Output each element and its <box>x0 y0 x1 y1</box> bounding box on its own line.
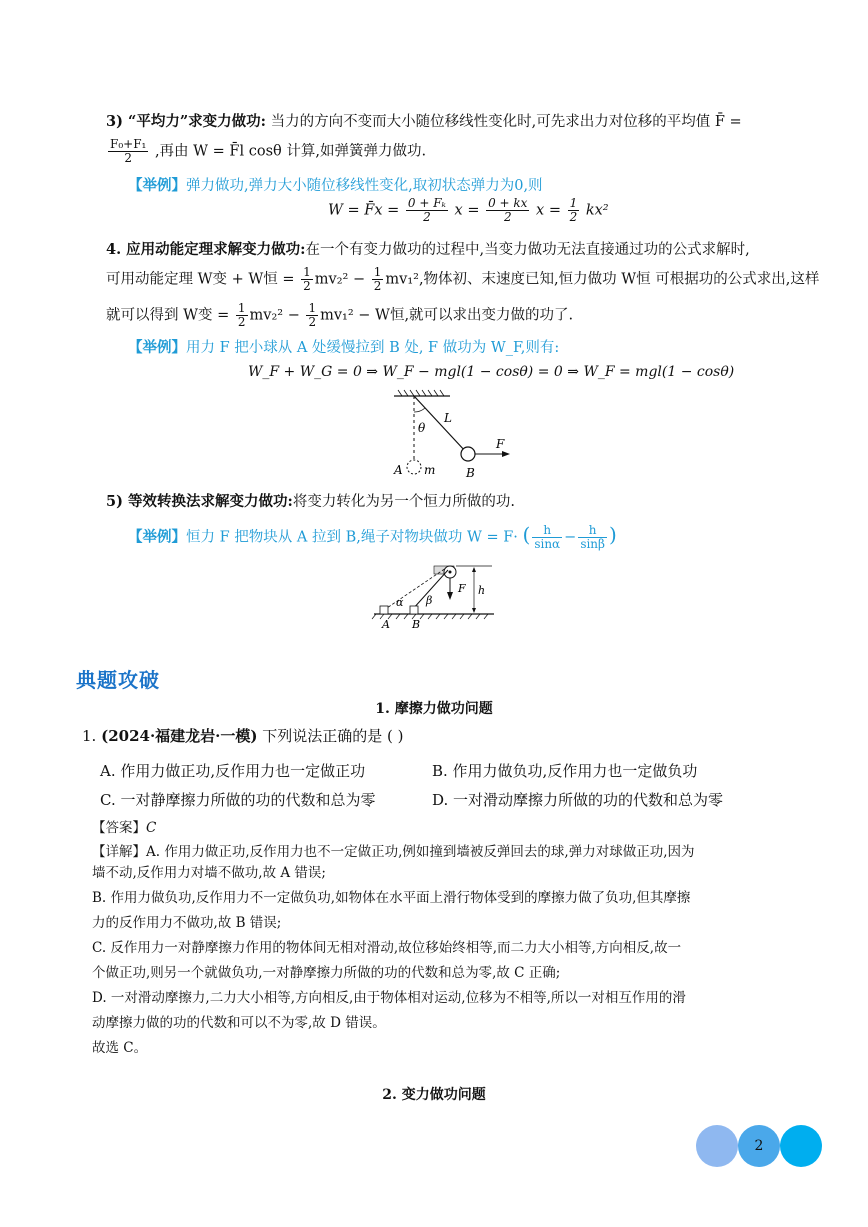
example-tag: 【举例】 <box>128 177 186 194</box>
answer-value: C <box>146 820 157 836</box>
pendulum-equation: W_F + W_G = 0 ⇒ W_F − mgl(1 − cosθ) = 0 ⇒ W_F = mgl(1 − cosθ) <box>248 364 735 380</box>
method5-line: 5) 等效转换法求解变力做功:将变力转化为另一个恒力所做的功. <box>106 493 515 510</box>
question-number: 1. <box>82 727 97 745</box>
point-b-label: B <box>412 618 421 631</box>
point-a-label: A <box>382 618 390 631</box>
theta-label: θ <box>418 421 426 435</box>
method3-line2 <box>106 138 786 165</box>
page-number-badge <box>738 1125 780 1167</box>
length-label: L <box>444 411 452 425</box>
beta-label: β <box>426 594 433 607</box>
point-b-label: B <box>466 466 475 480</box>
pulley-diagram <box>370 558 500 632</box>
spring-work-equation: W = F̄x = $\frac{\text{0 + Fₖ}}{2}$ x = $\frac{0 + kx}{2}$ x = $\frac{1}{2}$ kx² <box>328 196 609 224</box>
detail-line: 【详解】A. 作用力做正功,反作用力也不一定做正功,例如撞到墙被反弹回去的球,弹力对球做正功,因为 <box>92 844 695 860</box>
average-force-fraction: $\frac{\text{F₀+F₁}}{2}$ <box>110 137 147 165</box>
option-d[interactable]: D. 一对滑动摩擦力所做的功的代数和总为零 <box>432 791 724 809</box>
method3-line1 <box>106 112 786 132</box>
method3-example <box>128 176 808 196</box>
detail-line: 墙不动,反作用力对墙不做功,故 A 错误; <box>92 865 326 881</box>
page-circle-left <box>696 1125 738 1167</box>
alpha-label: α <box>396 596 404 609</box>
example-text: 弹力做功,弹力大小随位移线性变化,取初状态弹力为0,则 <box>186 178 543 194</box>
height-label: h <box>478 584 486 597</box>
question-source: (2024·福建龙岩·一模) <box>101 727 258 745</box>
page-number: 2 <box>754 1138 764 1154</box>
page-circle-right <box>780 1125 822 1167</box>
force-f-label: F <box>458 582 466 595</box>
detail-line: 力的反作用力不做功,故 B 错误; <box>92 915 282 931</box>
option-a[interactable]: A. 作用力做正功,反作用力也一定做正功 <box>100 762 366 780</box>
point-a-label: A <box>394 463 403 477</box>
subsection-1-title: 1. 摩擦力做功问题 <box>375 701 493 717</box>
method4-line3: 就可以得到 W变 = $\frac{1}{2}$ mv₂² − $\frac{1}{2}$ mv₁² − W恒,就可以求出变力做的功了. <box>106 301 574 329</box>
method3-text1: 当力的方向不变而大小随位移线性变化时,可先求出力对位移的平均值 F̄ = <box>270 114 742 130</box>
detail-line: C. 反作用力一对静摩擦力作用的物体间无相对滑动,故位移始终相等,而二力大小相等,方向相反,故一 <box>92 940 682 956</box>
detail-line: 动摩擦力做的功的代数和可以不为零,故 D 错误。 <box>92 1015 386 1031</box>
force-label: F <box>496 437 505 451</box>
detail-line: 个做正功,则另一个就做负功,一对静摩擦力所做的功的代数和总为零,故 C 正确; <box>92 965 561 981</box>
answer-label: 【答案】 <box>92 820 146 836</box>
section-title: 典题攻破 <box>76 668 160 692</box>
question-stem <box>82 726 762 746</box>
method3-label: 3) “平均力”求变力做功: <box>106 113 267 130</box>
option-b[interactable]: B. 作用力做负功,反作用力也一定做负功 <box>432 762 698 780</box>
method5-label: 5) 等效转换法求解变力做功: <box>106 493 293 510</box>
method4-line1: 4. 应用动能定理求解变力做功:在一个有变力做功的过程中,当变力做功无法直接通过功的公式求解时, <box>106 241 750 258</box>
method4-label: 4. 应用动能定理求解变力做功: <box>106 241 306 258</box>
detail-line: 故选 C。 <box>92 1040 148 1056</box>
detail-label: 【详解】 <box>92 844 146 860</box>
method5-example: 【举例】恒力 F 把物块从 A 拉到 B,绳子对物块做功 W = F· ( $\frac{h}{\sin\alpha}$ − $\frac{h}{\sin\beta}$ ) <box>128 522 617 551</box>
answer-line <box>92 818 792 839</box>
option-c[interactable]: C. 一对静摩擦力所做的功的代数和总为零 <box>100 791 376 809</box>
method4-line2: 可用动能定理 W变 + W恒 = $\frac{1}{2}$ mv₂² − $\frac{1}{2}$ mv₁²,物体初、末速度已知,恒力做功 W恒 可根据功的公式求出,这样 <box>106 265 820 293</box>
subsection-2-title: 2. 变力做功问题 <box>382 1087 486 1103</box>
pendulum-diagram <box>380 388 530 484</box>
detail-line: B. 作用力做负功,反作用力不一定做负功,如物体在水平面上滑行物体受到的摩擦力做了负功,但其摩擦 <box>92 890 691 906</box>
mass-label: m <box>424 463 436 477</box>
detail-line: D. 一对滑动摩擦力,二力大小相等,方向相反,由于物体相对运动,位移为不相等,所以一对相互作用的滑 <box>92 990 686 1006</box>
method4-example: 【举例】用力 F 把小球从 A 处缓慢拉到 B 处, F 做功为 W_F,则有: <box>128 339 560 356</box>
question-text: 下列说法正确的是 ( ) <box>262 727 404 745</box>
method3-text2: ,再由 W = F̄l cosθ 计算,如弹簧弹力做功. <box>154 143 427 160</box>
answer-detail <box>92 842 792 1059</box>
